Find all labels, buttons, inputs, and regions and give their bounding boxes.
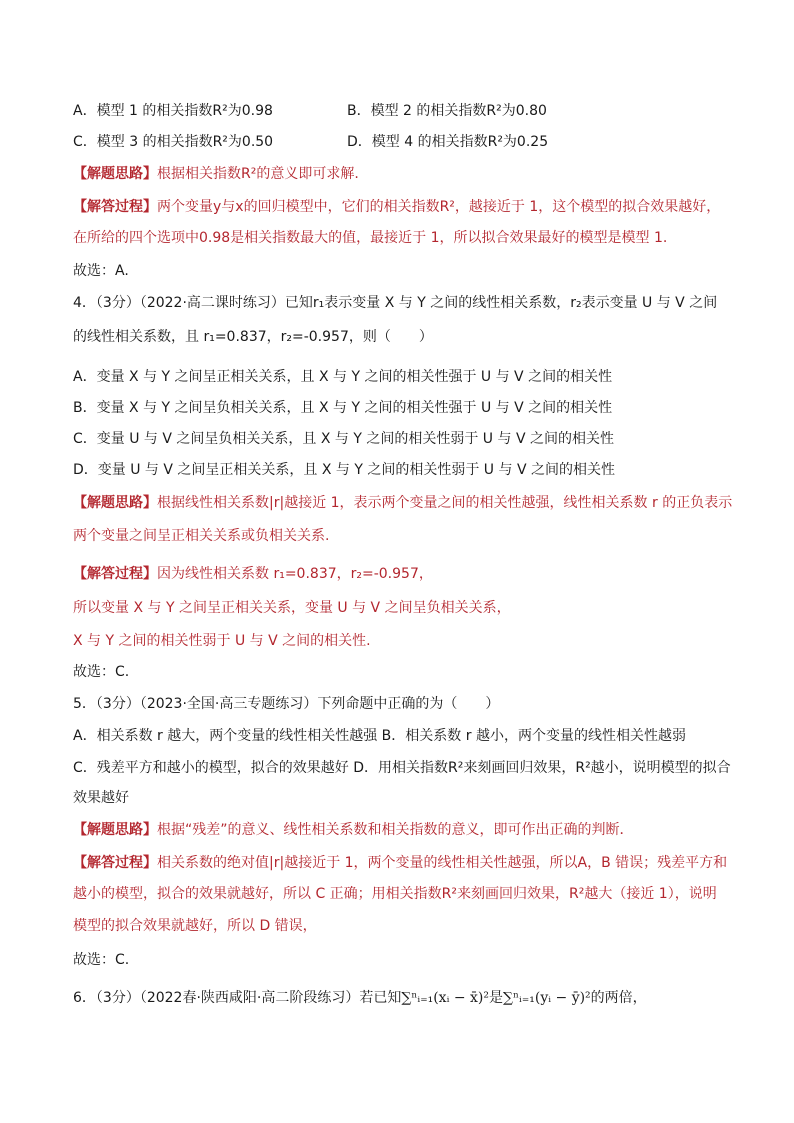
q4-process-line-2: 所以变量 X 与 Y 之间呈正相关关系，变量 U 与 V 之间呈负相关关系， — [73, 600, 511, 616]
thinking-text: 根据线性相关系数|r|越接近 1，表示两个变量之间的相关性越强，线性相关系数 r 的正负表示 — [157, 495, 733, 511]
q5-process-line-3: 模型的拟合效果就越好，所以 D 错误， — [73, 918, 317, 934]
q3-thinking — [73, 164, 359, 184]
q3-option-d: D．模型 4 的相关指数R²为0.25 — [347, 134, 549, 150]
q5-process-line-2: 越小的模型，拟合的效果就越好，所以 C 正确；用相关指数R²来刻画回归效果，R²越大（接近 1），说明 — [73, 886, 717, 902]
q6-stem — [73, 988, 647, 1008]
thinking-tag: 【解题思路】 — [73, 495, 157, 511]
q3-process-line-2: 在所给的四个选项中0.98是相关指数最大的值，最接近于 1，所以拟合效果最好的模型是模型 1. — [73, 230, 668, 246]
q6-stem-end: 的两倍， — [590, 990, 647, 1006]
q4-option-a: A．变量 X 与 Y 之间呈正相关关系，且 X 与 Y 之间的相关性强于 U 与 V 之间的相关性 — [73, 369, 613, 385]
q4-thinking-line-1 — [73, 493, 732, 513]
thinking-tag: 【解题思路】 — [73, 166, 157, 182]
q3-answer: 故选：A. — [73, 263, 129, 279]
q4-option-b: B．变量 X 与 Y 之间呈负相关关系，且 X 与 Y 之间的相关性强于 U 与 V 之间的相关性 — [73, 400, 613, 416]
q3-process-line-1 — [73, 197, 720, 217]
q4-thinking-line-2: 两个变量之间呈正相关关系或负相关关系. — [73, 528, 330, 544]
thinking-text: 根据“残差”的意义、线性相关系数和相关指数的意义，即可作出正确的判断． — [157, 822, 634, 838]
q5-options-cd-line-1: C．残差平方和越小的模型，拟合的效果越好 D．用相关指数R²来刻画回归效果，R²越小，说明模型的拟合 — [73, 760, 731, 776]
thinking-text: 根据相关指数R²的意义即可求解. — [157, 166, 359, 182]
q5-options-cd-line-2: 效果越好 — [73, 790, 129, 806]
q5-options-ab: A．相关系数 r 越大，两个变量的线性相关性越强 B．相关系数 r 越小，两个变量的线性相关性越弱 — [73, 728, 686, 744]
process-tag: 【解答过程】 — [73, 199, 157, 215]
q5-stem: 5．（3分）（2023·全国·高三专题练习）下列命题中正确的为（ ） — [73, 696, 500, 712]
q6-stem-mid: 是 — [489, 990, 503, 1006]
q5-process-line-1 — [73, 853, 727, 873]
q3-option-c: C．模型 3 的相关指数R²为0.50 — [73, 134, 274, 150]
q4-stem-line-1: 4．（3分）（2022·高二课时练习）已知r₁表示变量 X 与 Y 之间的线性相关系数，r₂表示变量 U 与 V 之间 — [73, 295, 718, 311]
q5-answer: 故选：C. — [73, 952, 130, 968]
thinking-tag: 【解题思路】 — [73, 822, 157, 838]
q4-process-line-1 — [73, 564, 433, 584]
process-text: 因为线性相关系数 r₁=0.837，r₂=-0.957， — [157, 566, 433, 582]
q5-thinking — [73, 820, 634, 840]
q4-stem-line-2: 的线性相关系数，且 r₁=0.837，r₂=-0.957，则（ ） — [73, 329, 433, 345]
q6-stem-start: 6．（3分）（2022春·陕西咸阳·高二阶段练习）若已知 — [73, 990, 402, 1006]
q6-sum-x: ∑ⁿᵢ₌₁(xᵢ − x̄)² — [401, 990, 489, 1006]
process-tag: 【解答过程】 — [73, 855, 157, 871]
q6-sum-y: ∑ⁿᵢ₌₁(yᵢ − ȳ)² — [503, 990, 591, 1006]
q3-option-b: B．模型 2 的相关指数R²为0.80 — [347, 103, 547, 119]
process-text: 相关系数的绝对值|r|越接近于 1，两个变量的线性相关性越强，所以A，B 错误；残差平方和 — [157, 855, 728, 871]
process-text: 两个变量y与x的回归模型中，它们的相关指数R²，越接近于 1，这个模型的拟合效果越好， — [157, 199, 721, 215]
process-tag: 【解答过程】 — [73, 566, 157, 582]
q3-option-a: A．模型 1 的相关指数R²为0.98 — [73, 103, 273, 119]
q4-process-line-3: X 与 Y 之间的相关性弱于 U 与 V 之间的相关性. — [73, 633, 371, 649]
q4-answer: 故选：C. — [73, 664, 130, 680]
q4-option-d: D．变量 U 与 V 之间呈正相关关系，且 X 与 Y 之间的相关性弱于 U 与 V 之间的相关性 — [73, 462, 615, 478]
q4-option-c: C．变量 U 与 V 之间呈负相关关系，且 X 与 Y 之间的相关性弱于 U 与 V 之间的相关性 — [73, 431, 614, 447]
